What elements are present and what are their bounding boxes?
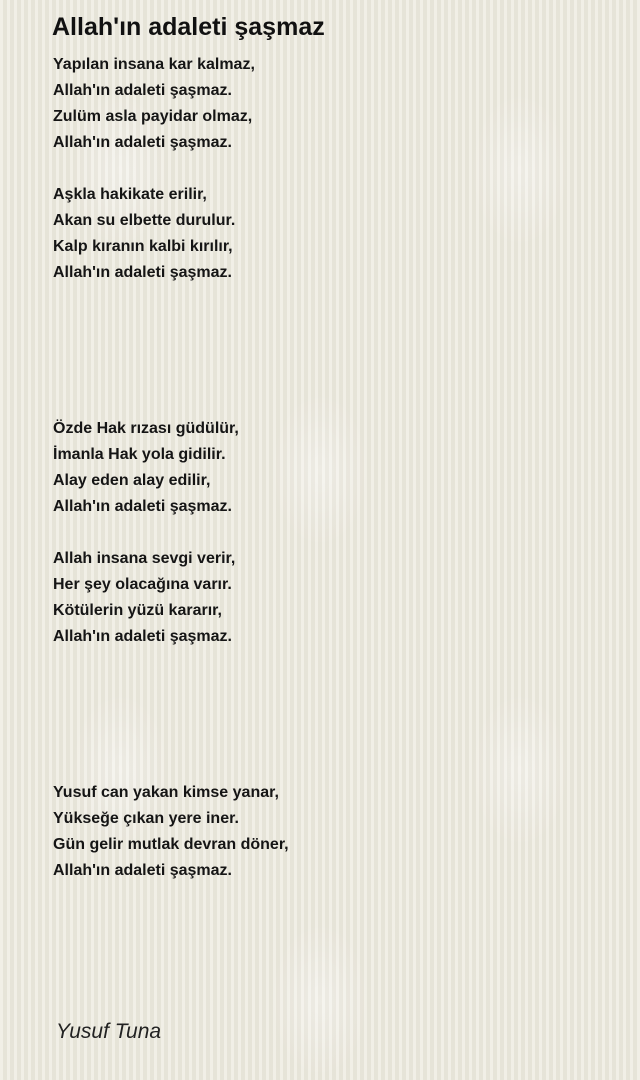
poem-line: Zulüm asla payidar olmaz, [53,108,253,125]
poem-line: Allah'ın adaleti şaşmaz. [53,134,232,151]
stanza-gap [53,156,613,182]
poem-line: Allah'ın adaleti şaşmaz. [53,264,232,281]
poem-line: Aşkla hakikate erilir, [53,186,207,203]
poem-line: Allah'ın adaleti şaşmaz. [53,82,232,99]
section-gap [53,286,613,416]
stanza-5 [53,780,613,884]
stanza-2 [53,182,613,286]
poem-line: Allah insana sevgi verir, [53,550,236,567]
poem-line: Kalp kıranın kalbi kırılır, [53,238,233,255]
section-gap [53,650,613,780]
poem-line: İmanla Hak yola gidilir. [53,446,226,463]
author-signature: Yusuf Tuna [56,1020,162,1043]
poem-line: Allah'ın adaleti şaşmaz. [53,498,232,515]
poem-line: Allah'ın adaleti şaşmaz. [53,862,232,879]
poem-line: Yükseğe çıkan yere iner. [53,810,239,827]
poem-line: Allah'ın adaleti şaşmaz. [53,628,232,645]
poem-line: Kötülerin yüzü kararır, [53,602,222,619]
stanza-3 [53,416,613,520]
poem-line: Yusuf can yakan kimse yanar, [53,784,279,801]
poem-line: Akan su elbette durulur. [53,212,236,229]
poem-title: Allah'ın adaleti şaşmaz [52,13,325,41]
stanza-4 [53,546,613,650]
poem-line: Gün gelir mutlak devran döner, [53,836,289,853]
poem-line: Yapılan insana kar kalmaz, [53,56,255,73]
stanza-gap [53,520,613,546]
stanza-1 [53,52,613,156]
poem-line: Özde Hak rızası güdülür, [53,420,239,437]
poem-body [53,52,613,884]
poem-line: Her şey olacağına varır. [53,576,232,593]
poem-line: Alay eden alay edilir, [53,472,211,489]
